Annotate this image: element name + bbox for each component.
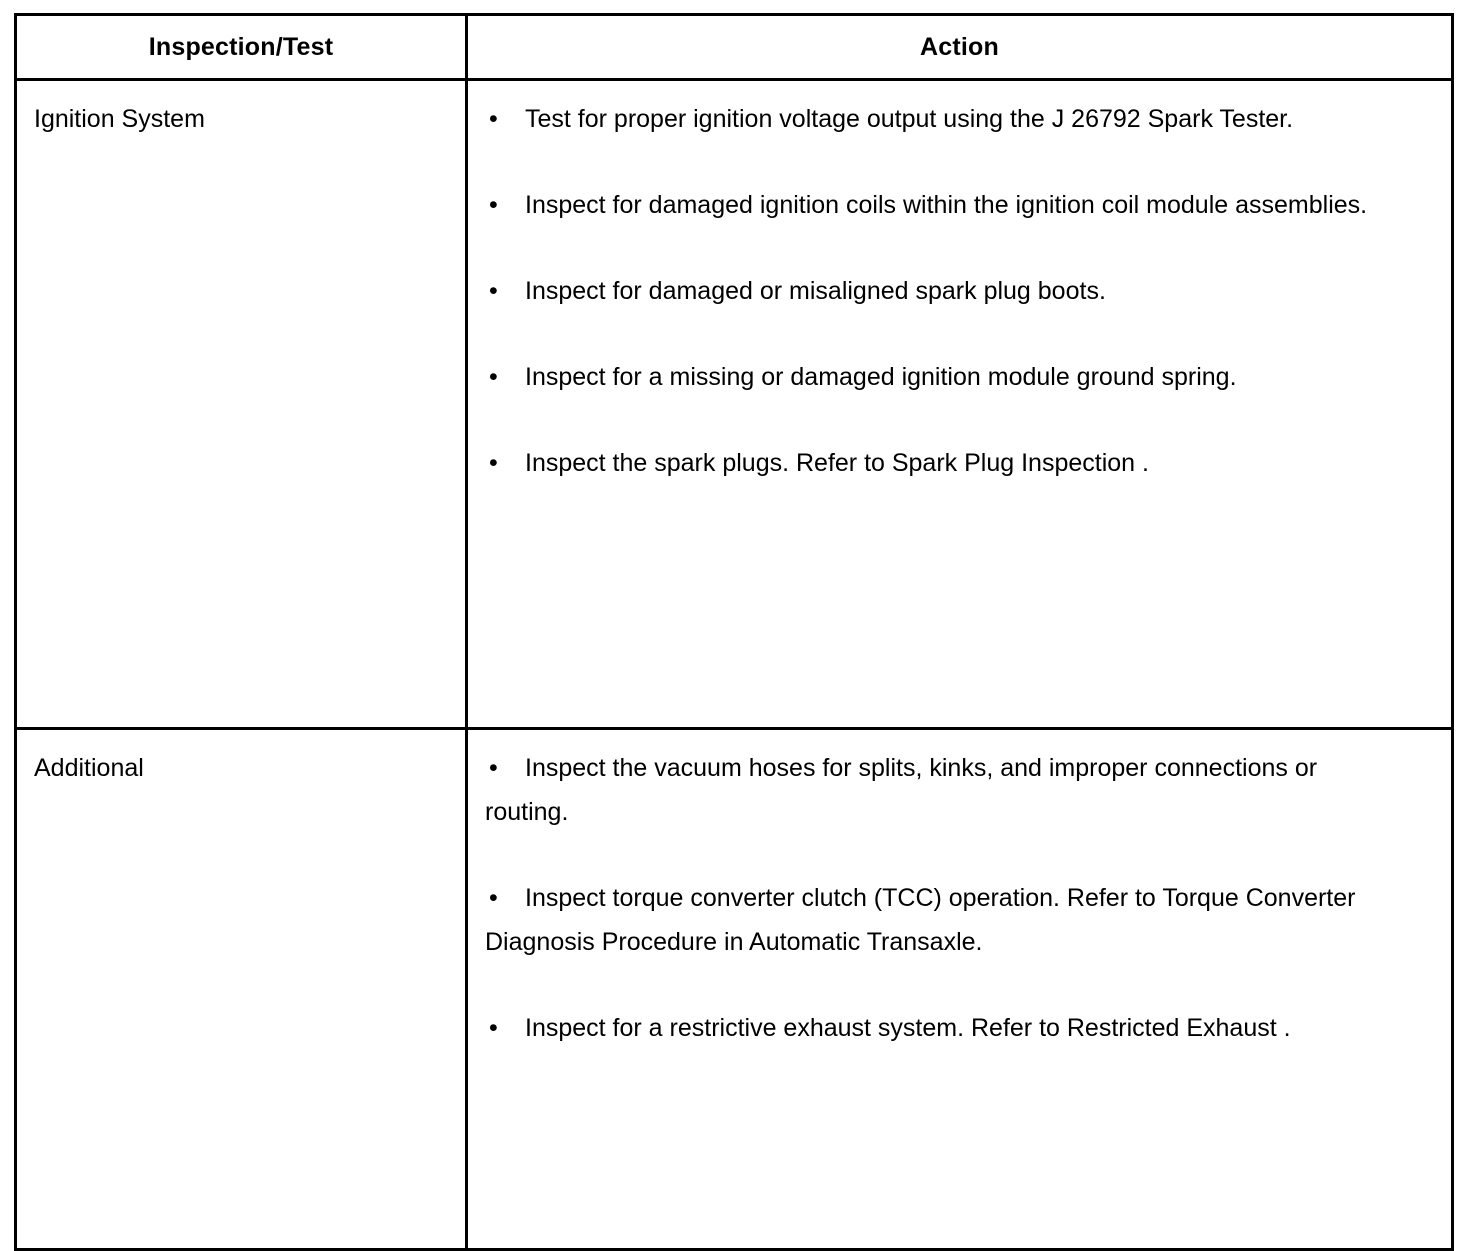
bullet-icon: •	[489, 105, 498, 133]
action-cell-ignition-system	[467, 80, 1453, 729]
action-item-text: Test for proper ignition voltage output using the J 26792 Spark Tester.	[525, 105, 1294, 133]
action-item	[485, 746, 1391, 834]
action-item-text: Inspect torque converter clutch (TCC) operation. Refer to Torque Converter Diagnosis Procedure in Automatic Transaxle.	[485, 884, 1356, 956]
bullet-icon: •	[489, 1014, 498, 1042]
bullet-icon: •	[489, 363, 498, 391]
action-item-text: Inspect the spark plugs. Refer to Spark Plug Inspection .	[525, 449, 1149, 477]
action-cell-additional	[467, 729, 1453, 1250]
action-item	[485, 1006, 1391, 1050]
row-label-additional: Additional	[16, 729, 467, 1250]
bullet-icon: •	[489, 884, 498, 912]
action-header: Action	[467, 15, 1453, 80]
header-row	[16, 15, 1453, 80]
action-item	[485, 97, 1391, 141]
bullet-icon: •	[489, 449, 498, 477]
bullet-icon: •	[489, 277, 498, 305]
action-item	[485, 355, 1391, 399]
action-item	[485, 441, 1391, 485]
action-item-text: Inspect the vacuum hoses for splits, kinks, and improper connections or routing.	[485, 754, 1318, 826]
table-row-additional	[16, 729, 1453, 1250]
action-item-text: Inspect for a restrictive exhaust system. Refer to Restricted Exhaust .	[525, 1014, 1291, 1042]
row-label-ignition-system: Ignition System	[16, 80, 467, 729]
inspection-table	[14, 13, 1454, 1251]
inspection-test-header: Inspection/Test	[16, 15, 467, 80]
bullet-icon: •	[489, 191, 498, 219]
action-item-text: Inspect for damaged ignition coils within the ignition coil module assemblies.	[525, 191, 1368, 219]
action-item-text: Inspect for a missing or damaged ignition module ground spring.	[525, 363, 1237, 391]
action-item	[485, 269, 1391, 313]
action-item	[485, 183, 1391, 227]
action-item-text: Inspect for damaged or misaligned spark plug boots.	[525, 277, 1106, 305]
table-row-ignition-system	[16, 80, 1453, 729]
action-item	[485, 876, 1391, 964]
bullet-icon: •	[489, 754, 498, 782]
